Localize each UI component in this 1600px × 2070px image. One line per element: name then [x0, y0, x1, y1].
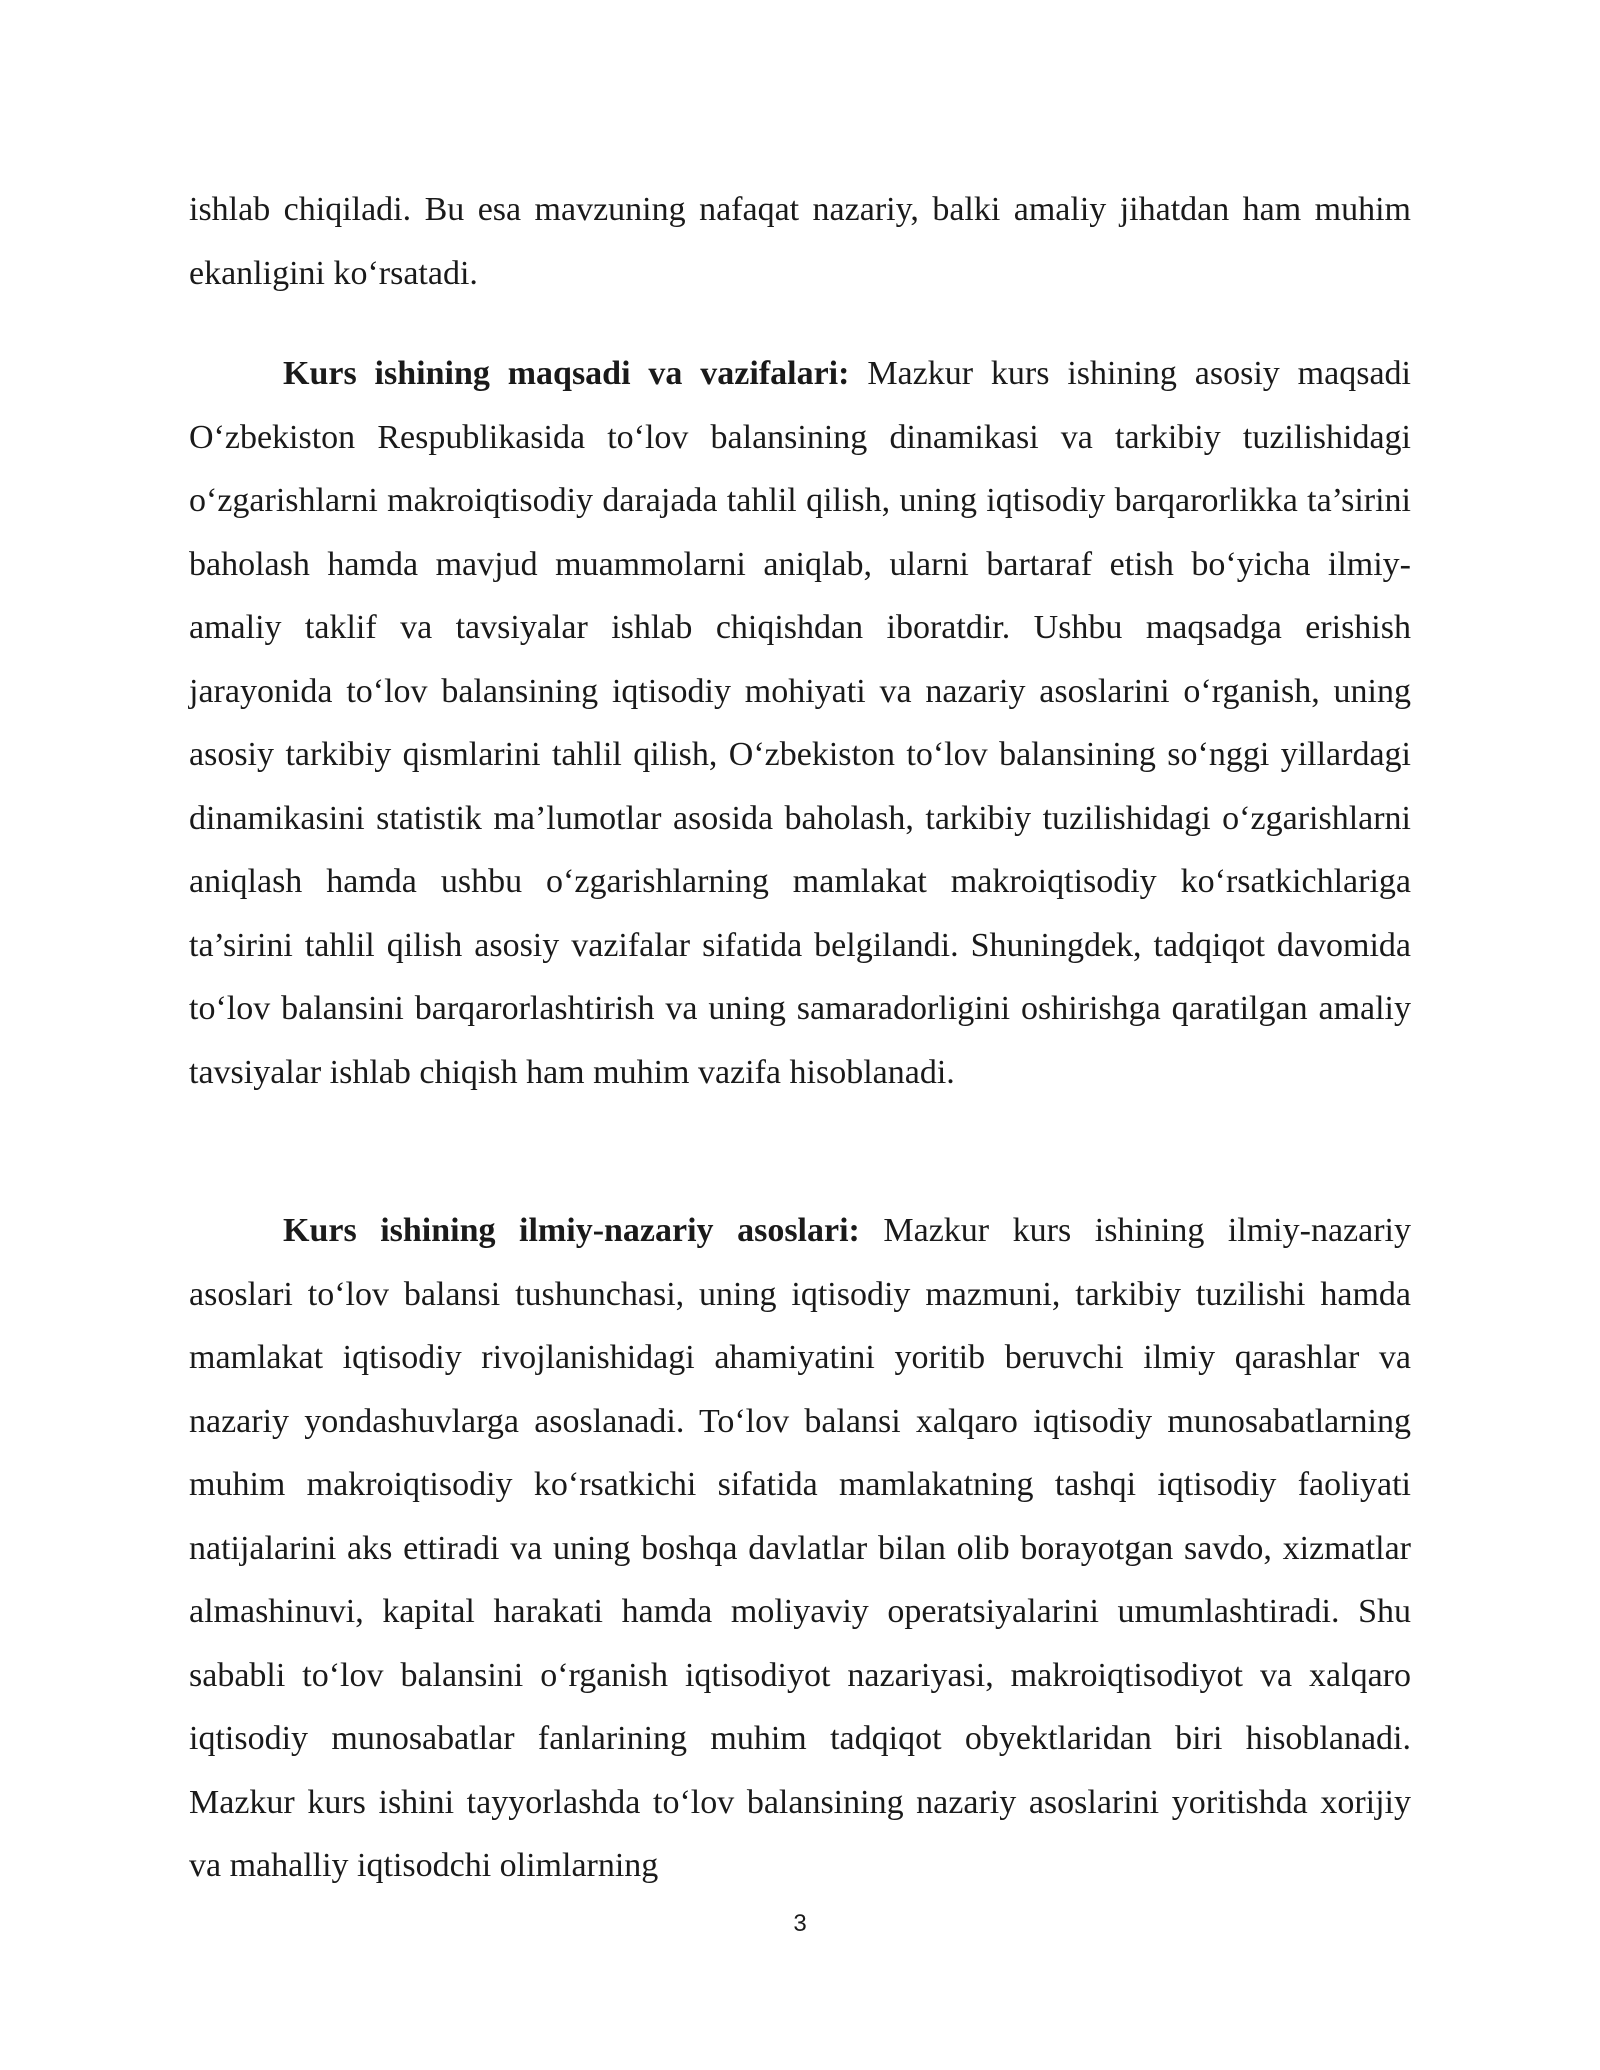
section-body-goals: Mazkur kurs ishining asosiy maqsadi O‘zbekiston Respublikasida to‘lov balansining dinamikasi va tarkibiy tuzilishidagi o‘zgarishlarni makroiqtisodiy darajada tahlil qilish, uning iqtisodiy barqarorlikka ta’sirini baholash hamda mavjud muammolarni aniqlab, ularni bartaraf etish bo‘yicha ilmiy-amaliy taklif va tavsiyalar ishlab chiqishdan iboratdir. Ushbu maqsadga erishish jarayonida to‘lov balansining iqtisodiy mohiyati va nazariy asoslarini o‘rganish, uning asosiy tarkibiy qismlarini tahlil qilish, O‘zbekiston to‘lov balansining so‘nggi yillardagi dinamikasini statistik ma’lumotlar asosida baholash, tarkibiy tuzilishidagi o‘zgarishlarni aniqlash hamda ushbu o‘zgarishlarning mamlakat makroiqtisodiy ko‘rsatkichlariga ta’sirini tahlil qilish asosiy vazifalar sifatida belgilandi. Shuningdek, tadqiqot davomida to‘lov balansini barqarorlashtirish va uning samaradorligini oshirishga qaratilgan amaliy tavsiyalar ishlab chiqish ham muhim vazifa hisoblanadi.	[189, 355, 1411, 1091]
paragraph-goals	[189, 342, 1411, 1104]
paragraph-text: ishlab chiqiladi. Bu esa mavzuning nafaqat nazariy, balki amaliy jihatdan ham muhim ekanligini ko‘rsatadi.	[189, 191, 1411, 292]
paragraph-theory-text	[189, 1199, 1411, 1898]
section-heading-theory: Kurs ishining ilmiy-nazariy asoslari:	[283, 1212, 860, 1249]
page-number: 3	[793, 1910, 807, 1937]
section-heading-goals: Kurs ishining maqsadi va vazifalari:	[283, 355, 850, 392]
paragraph-continuation	[189, 178, 1411, 305]
paragraph-theory	[189, 1199, 1411, 1898]
section-body-theory: Mazkur kurs ishining ilmiy-nazariy asoslari to‘lov balansi tushunchasi, uning iqtisodiy mazmuni, tarkibiy tuzilishi hamda mamlakat iqtisodiy rivojlanishidagi ahamiyatini yoritib beruvchi ilmiy qarashlar va nazariy yondashuvlarga asoslanadi. To‘lov balansi xalqaro iqtisodiy munosabatlarning muhim makroiqtisodiy ko‘rsatkichi sifatida mamlakatning tashqi iqtisodiy faoliyati natijalarini aks ettiradi va uning boshqa davlatlar bilan olib borayotgan savdo, xizmatlar almashinuvi, kapital harakati hamda moliyaviy operatsiyalarini umumlashtiradi. Shu sababli to‘lov balansini o‘rganish iqtisodiyot nazariyasi, makroiqtisodiyot va xalqaro iqtisodiy munosabatlar fanlarining muhim tadqiqot obyektlaridan biri hisoblanadi. Mazkur kurs ishini tayyorlashda to‘lov balansining nazariy asoslarini yoritishda xorijiy va mahalliy iqtisodchi olimlarning	[189, 1212, 1411, 1884]
paragraph-goals-text	[189, 342, 1411, 1104]
